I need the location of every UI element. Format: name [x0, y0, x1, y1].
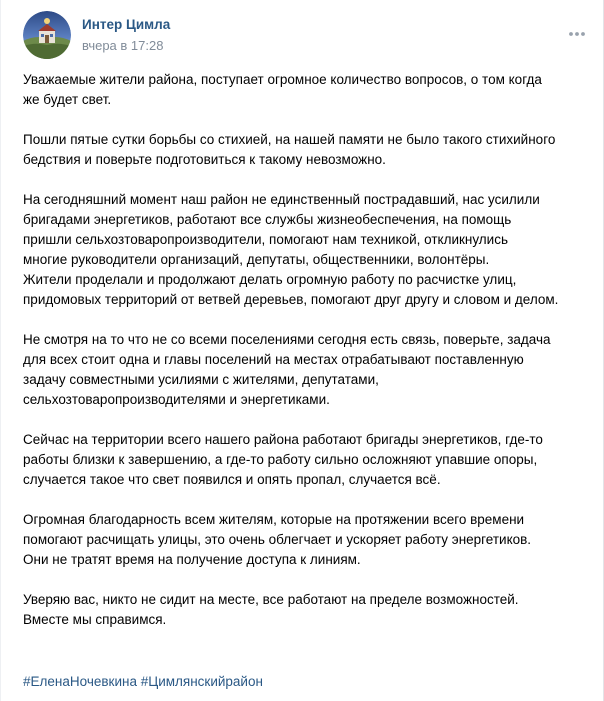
post-text: [23, 70, 595, 650]
text-line: задачу совместными усилиями с жителями, депутатами,: [23, 372, 379, 387]
paragraph: [23, 330, 595, 410]
text-line: бригадами энергетиков, работают все службы жизнеобеспечения, на помощь: [23, 212, 512, 227]
paragraph: [23, 590, 595, 630]
text-line: Уверяю вас, никто не сидит на месте, все работают на пределе возможностей.: [23, 592, 519, 607]
paragraph: [23, 70, 595, 110]
text-line: работы близки к завершению, а где-то работу сильно осложняют упавшие опоры,: [23, 452, 538, 467]
text-line: Сейчас на территории всего нашего района работают бригады энергетиков, где-то: [23, 432, 543, 447]
text-line: Они не тратят время на получение доступа к линиям.: [23, 552, 361, 567]
text-line: бедствия и поверьте подготовиться к такому невозможно.: [23, 152, 386, 167]
hashtag-link[interactable]: #Цимлянскийрайон: [140, 674, 263, 689]
text-line: Не смотря на то что не со всеми поселениями сегодня есть связь, поверьте, задача: [23, 332, 551, 347]
text-line: Пошли пятые сутки борьбы со стихией, на нашей памяти не было такого стихийного: [23, 132, 556, 147]
text-line: помогают расчищать улицы, это очень облегчает и ускоряет работу энергетиков.: [23, 532, 532, 547]
text-line: случается такое что свет появился и опять пропал, случается всё.: [23, 472, 441, 487]
text-line: Уважаемые жители района, поступает огромное количество вопросов, о том когда: [23, 72, 542, 87]
text-line: для всех стоит одна и главы поселений на местах отрабатывают поставленную: [23, 352, 524, 367]
text-line: пришли сельхозтоваропроизводители, помогают нам техникой, откликнулись: [23, 232, 509, 247]
text-line: многие руководители организаций, депутаты, общественники, волонтёры.: [23, 252, 490, 267]
text-line: На сегодняшний момент наш район не единственный пострадавший, нас усилили: [23, 192, 540, 207]
author-name[interactable]: Интер Цимла: [82, 17, 171, 32]
text-line: сельхозтоваропроизводителями и энергетиками.: [23, 392, 330, 407]
text-line: Жители проделали и продолжают делать огромную работу по расчистке улиц,: [23, 272, 517, 287]
post-time[interactable]: вчера в 17:28: [82, 38, 164, 53]
community-avatar[interactable]: [23, 11, 71, 59]
more-dots-graphic: [568, 31, 586, 37]
hashtag-link[interactable]: #ЕленаНочевкина: [23, 674, 137, 689]
paragraph: [23, 430, 595, 490]
text-line: Огромная благодарность всем жителям, которые на протяжении всего времени: [23, 512, 525, 527]
post-header: [23, 11, 593, 59]
hashtags: [23, 672, 263, 692]
text-line: Вместе мы справимся.: [23, 612, 167, 627]
paragraph: [23, 510, 595, 570]
community-avatar-image: [23, 11, 71, 59]
paragraph: [23, 190, 595, 310]
text-line: же будет свет.: [23, 92, 112, 107]
paragraph: [23, 130, 595, 170]
text-line: придомовых территорий от ветвей деревьев, помогают друг другу и словом и делом.: [23, 292, 559, 307]
more-horizontal-icon[interactable]: [563, 24, 591, 44]
